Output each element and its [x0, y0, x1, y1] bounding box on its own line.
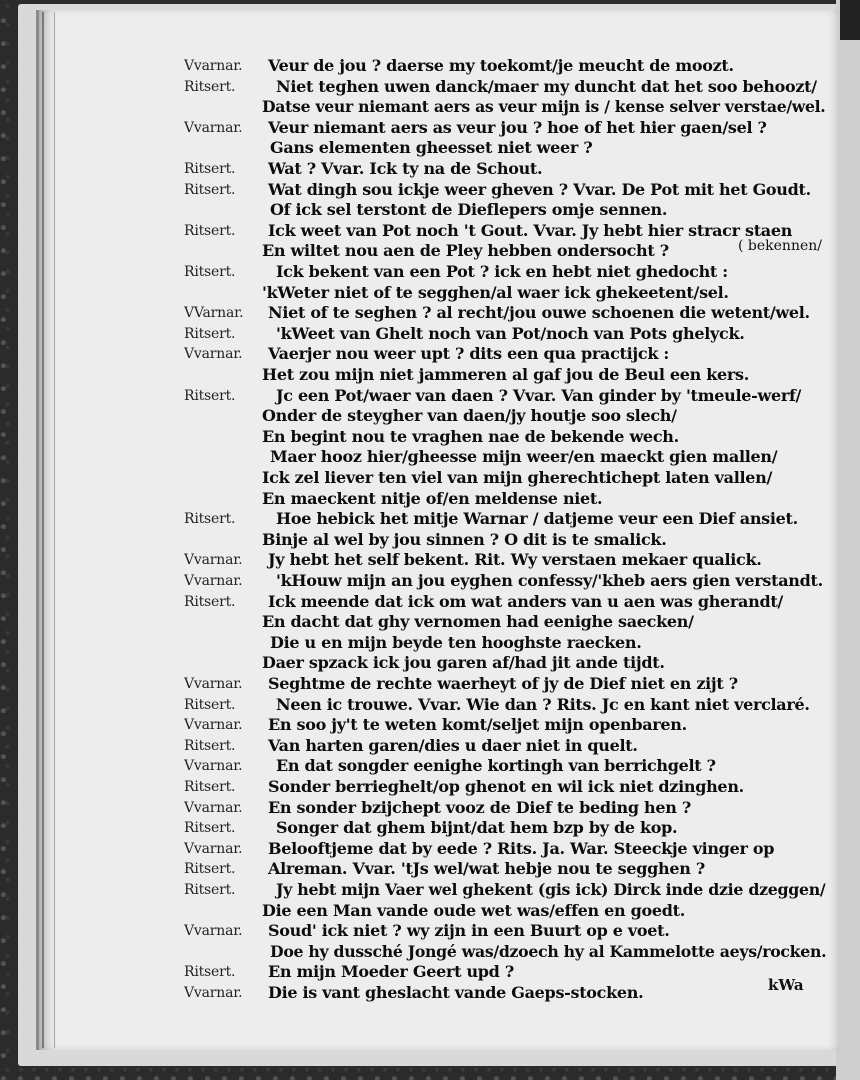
- dialogue-text: 'kHouw mijn an jou eyghen confessy/'kheb aers gien verstandt.: [276, 571, 823, 590]
- dialogue-line: [0, 509, 860, 531]
- dialogue-text: Neen ic trouwe. Vvar. Wie dan ? Rits. Jc en kant niet verclaré.: [276, 694, 810, 714]
- dialogue-line: [0, 262, 860, 284]
- dialogue-line: [0, 942, 860, 964]
- dialogue-line: [0, 447, 860, 469]
- dialogue-text: Wat dingh sou ickje weer gheven ? Vvar. De Pot mit het Goudt.: [268, 179, 811, 199]
- speaker-name: Ritsert.: [184, 181, 236, 198]
- dialogue-line: [0, 715, 860, 737]
- dialogue-line: [0, 180, 860, 202]
- dialogue-text: Veur niemant aers as veur jou ? hoe of het hier gaen/sel ?: [268, 117, 767, 137]
- dialogue-line: [0, 983, 860, 1005]
- speaker-name: Ritsert.: [184, 820, 236, 837]
- dialogue-text: Ick bekent van een Pot ? ick en hebt niet ghedocht :: [276, 262, 728, 281]
- dialogue-text: 'kWeet van Ghelt noch van Pot/noch van Pots ghelyck.: [276, 323, 745, 343]
- speaker-name: Ritsert.: [184, 222, 236, 239]
- dialogue-line: [0, 283, 860, 305]
- dialogue-line: [0, 653, 860, 675]
- dialogue-text: Gans elementen gheesset niet weer ?: [270, 138, 593, 158]
- dialogue-text: Veur de jou ? daerse my toekomt/je meucht de moozt.: [268, 56, 734, 75]
- dialogue-line: [0, 118, 860, 140]
- catchword: kWa: [768, 976, 804, 994]
- speaker-name: Ritsert.: [184, 387, 236, 404]
- dialogue-line: [0, 97, 860, 119]
- speaker-name: Ritsert.: [184, 696, 236, 713]
- dialogue-line: [0, 550, 860, 572]
- dialogue-text: Die u en mijn beyde ten hooghste raecken.: [270, 632, 642, 652]
- dialogue-line: [0, 159, 860, 181]
- dialogue-line: [0, 241, 860, 263]
- dialogue-line: [0, 303, 860, 325]
- dialogue-text: Seghtme de rechte waerheyt of jy de Dief niet en zijt ?: [268, 674, 738, 693]
- dialogue-text: Sonder berrieghelt/op ghenot en wil ick niet dzinghen.: [268, 777, 744, 796]
- dialogue-line: [0, 756, 860, 778]
- speaker-name: Vvarnar.: [184, 923, 243, 940]
- speaker-name: Ritsert.: [184, 737, 236, 754]
- speaker-name: VVarnar.: [184, 305, 244, 322]
- dialogue-text: Vaerjer nou weer upt ? dits een qua practijck :: [268, 344, 670, 364]
- dialogue-line: [0, 200, 860, 222]
- speaker-name: Vvarnar.: [184, 985, 243, 1001]
- dialogue-line: [0, 138, 860, 160]
- dialogue-line: [0, 592, 860, 614]
- dialogue-text: Alreman. Vvar. 'tJs wel/wat hebje nou te segghen ?: [268, 859, 705, 879]
- dialogue-text: Jy hebt het self bekent. Rit. Wy verstaen mekaer qualick.: [268, 550, 762, 570]
- speaker-name: Ritsert.: [184, 964, 236, 981]
- dialogue-text: Niet of te seghen ? al recht/jou ouwe schoenen die wetent/wel.: [268, 303, 810, 323]
- dialogue-line: [0, 406, 860, 428]
- dialogue-text: Niet teghen uwen danck/maer my duncht dat het soo behoozt/: [276, 76, 817, 96]
- dialogue-text: En soo jy't te weten komt/seljet mijn openbaren.: [268, 715, 687, 735]
- dialogue-text: Ick weet van Pot noch 't Gout. Vvar. Jy hebt hier stracr staen: [268, 220, 793, 240]
- dialogue-line: [0, 324, 860, 346]
- dialogue-line: [0, 530, 860, 552]
- dialogue-text: Van harten garen/dies u daer niet in quelt.: [268, 735, 638, 755]
- dialogue-line: [0, 880, 860, 902]
- dialogue-line: [0, 674, 860, 696]
- dialogue-text: Jy hebt mijn Vaer wel ghekent (gis ick) Dirck inde dzie dzeggen/: [276, 880, 826, 899]
- dialogue-line: [0, 818, 860, 840]
- dialogue-text: En maeckent nitje of/en meldense niet.: [262, 488, 603, 508]
- dialogue-text: En dacht dat ghy vernomen had eenighe saecken/: [262, 612, 694, 632]
- dialogue-line: [0, 468, 860, 490]
- dialogue-line: [0, 777, 860, 799]
- speaker-name: Ritsert.: [184, 593, 236, 610]
- speaker-name: Vvarnar.: [184, 119, 243, 136]
- speaker-name: Ritsert.: [184, 78, 236, 95]
- speaker-name: Vvarnar.: [184, 676, 243, 692]
- speaker-name: Ritsert.: [184, 779, 236, 795]
- dialogue-line: [0, 386, 860, 408]
- dialogue-line: [0, 695, 860, 717]
- dialogue-line: [0, 77, 860, 99]
- speaker-name: Ritsert.: [184, 161, 236, 177]
- speaker-name: Ritsert.: [184, 264, 236, 280]
- dialogue-line: [0, 427, 860, 449]
- dialogue-line: [0, 221, 860, 243]
- dialogue-text: Doe hy dussché Jongé was/dzoech hy al Kammelotte aeys/rocken.: [270, 941, 827, 961]
- speaker-name: Ritsert.: [184, 861, 236, 878]
- dialogue-text: Jc een Pot/waer van daen ? Vvar. Van ginder by 'tmeule-werf/: [276, 385, 802, 405]
- dialogue-text: Binje al wel by jou sinnen ? O dit is te smalick.: [262, 529, 667, 549]
- dialogue-text: Onder de steygher van daen/jy houtje soo slech/: [262, 406, 677, 426]
- dialogue-text: Of ick sel terstont de Dieflepers omje sennen.: [270, 200, 668, 220]
- margin-note: ( bekennen/: [738, 238, 822, 254]
- dialogue-text: En mijn Moeder Geert upd ?: [268, 962, 514, 982]
- dialogue-line: [0, 571, 860, 593]
- dialogue-text: Die is vant gheslacht vande Gaeps-stocken.: [268, 983, 644, 1002]
- dialogue-line: [0, 344, 860, 366]
- speaker-name: Ritsert.: [184, 511, 236, 528]
- speaker-name: Vvarnar.: [184, 58, 243, 74]
- dialogue-text: Het zou mijn niet jammeren al gaf jou de Beul een kers.: [262, 365, 750, 384]
- dialogue-text: En wiltet nou aen de Pley hebben ondersocht ?: [262, 241, 669, 261]
- dialogue-line: [0, 839, 860, 861]
- dialogue-line: [0, 489, 860, 511]
- dialogue-text: Soud' ick niet ? wy zijn in een Buurt op e voet.: [268, 921, 670, 941]
- speaker-name: Vvarnar.: [184, 799, 243, 816]
- dialogue-line: [0, 921, 860, 943]
- speaker-name: Ritsert.: [184, 325, 236, 342]
- dialogue-line: [0, 612, 860, 634]
- dialogue-line: [0, 962, 860, 984]
- dialogue-text: 'kWeter niet of te segghen/al waer ick ghekeetent/sel.: [262, 282, 729, 302]
- dialogue-text: Daer spzack ick jou garen af/had jit ande tijdt.: [262, 653, 665, 673]
- speaker-name: Vvarnar.: [184, 552, 243, 569]
- dialogue-text: En begint nou te vraghen nae de bekende wech.: [262, 426, 679, 446]
- dialogue-text: En dat songder eenighe kortingh van berrichgelt ?: [276, 756, 716, 776]
- dialogue-line: [0, 901, 860, 923]
- speaker-name: Vvarnar.: [184, 717, 243, 734]
- dialogue-text: Belooftjeme dat by eede ? Rits. Ja. War. Steeckje vinger op: [268, 838, 775, 858]
- dialogue-text: Ick zel liever ten viel van mijn gherechtichept laten vallen/: [262, 468, 773, 487]
- dialogue-line: [0, 736, 860, 758]
- dialogue-line: [0, 56, 860, 78]
- dialogue-line: [0, 365, 860, 387]
- speaker-name: Vvarnar.: [184, 840, 243, 857]
- dialogue-line: [0, 633, 860, 655]
- speaker-name: Ritsert.: [184, 882, 236, 898]
- dialogue-text: Hoe hebick het mitje Warnar / datjeme veur een Dief ansiet.: [276, 509, 798, 529]
- speaker-name: Vvarnar.: [184, 346, 243, 363]
- dialogue-text: Ick meende dat ick om wat anders van u aen was gherandt/: [268, 591, 783, 611]
- dialogue-text: Datse veur niemant aers as veur mijn is / kense selver verstae/wel.: [262, 97, 826, 117]
- dialogue-text: Songer dat ghem bijnt/dat hem bzp by de kop.: [276, 818, 678, 838]
- dialogue-text: En sonder bzijchept vooz de Dief te beding hen ?: [268, 797, 691, 817]
- dialogue-text: Wat ? Vvar. Ick ty na de Schout.: [268, 159, 543, 178]
- speaker-name: Vvarnar.: [184, 758, 243, 775]
- dialogue-line: [0, 798, 860, 820]
- dialogue-text: Die een Man vande oude wet was/effen en goedt.: [262, 900, 686, 920]
- dialogue-line: [0, 859, 860, 881]
- speaker-name: Vvarnar.: [184, 573, 243, 589]
- dialogue-text: Maer hooz hier/gheesse mijn weer/en maeckt gien mallen/: [270, 447, 778, 467]
